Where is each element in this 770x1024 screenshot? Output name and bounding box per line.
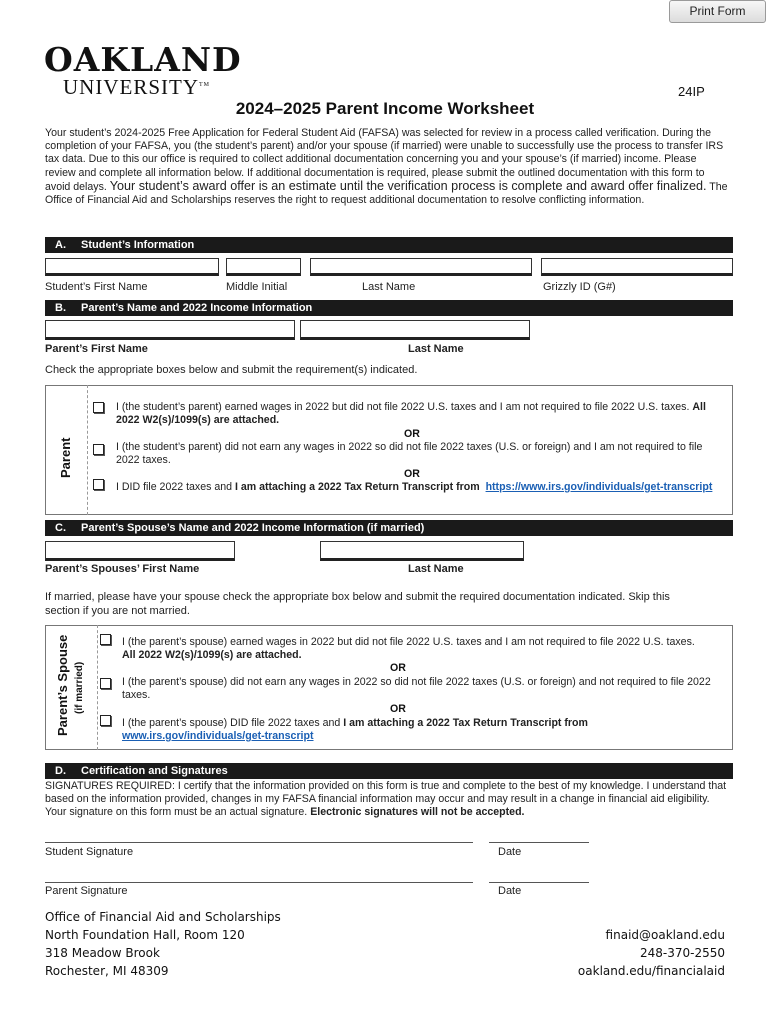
parent-date-line[interactable] — [489, 882, 589, 883]
student-date-line[interactable] — [489, 842, 589, 843]
spouse-first-name-input[interactable] — [45, 541, 235, 561]
logo-university: UNIVERSITY™ — [63, 75, 210, 99]
section-c-header: C. Parent’s Spouse’s Name and 2022 Income Information (if married) — [45, 520, 733, 536]
office-address — [45, 908, 281, 980]
student-first-name-label: Student’s First Name — [45, 281, 148, 293]
student-first-name-input[interactable] — [45, 258, 219, 276]
intro-paragraph: Your student’s 2024-2025 Free Application for Federal Student Aid (FAFSA) was selected for review in a process called verification. During the completion of your FAFSA, you (the student’s parent) and/or your spouse (if married) were unable to successfully use the process to transfer IRS tax data. Due to this our office is required to collect additional documentation concerning you and your spouse’s (if married) income. Please review and complete all information below. If additional documentation is required, please submit the outlined documentation with this form to avoid delays. Your student’s award offer is an estimate until the verification process is complete and award offer finalized. The Office of Financial Aid and Scholarships reserves the right to request additional documentation to resolve conflicting information. — [45, 127, 728, 207]
student-signature-label: Student Signature — [45, 846, 134, 858]
spouse-last-name-label: Last Name — [408, 563, 464, 575]
section-c-instruction: If married, please have your spouse check the appropriate box below and submit the required documentation indicated. Skip this section if you are not married. — [45, 591, 670, 617]
office-street: 318 Meadow Brook — [45, 946, 160, 960]
parent-option-1-text: I (the student’s parent) earned wages in 2022 but did not file 2022 U.S. taxes and I am not required to file 2022 U.S. taxes. All 2022 W2(s)/1099(s) are attached. — [116, 401, 706, 426]
page-title: 2024–2025 Parent Income Worksheet — [235, 99, 535, 118]
parent-option-1-checkbox[interactable] — [93, 402, 104, 413]
student-date-label: Date — [498, 846, 522, 858]
parent-side-label: Parent — [58, 437, 73, 478]
spouse-option-2-checkbox[interactable] — [100, 678, 111, 689]
spouse-or-2: OR — [390, 703, 406, 715]
student-middle-initial-input[interactable] — [226, 258, 301, 276]
parent-signature-label: Parent Signature — [45, 885, 128, 897]
parent-option-2-text: I (the student’s parent) did not earn any wages in 2022 so did not file 2022 taxes (U.S. or foreign) and I am not required to file 2022 taxes. — [116, 441, 703, 466]
contact-website[interactable]: oakland.edu/financialaid — [577, 964, 725, 978]
form-code: 24IP — [678, 84, 705, 99]
student-last-name-label: Last Name — [362, 281, 416, 293]
grizzly-id-input[interactable] — [541, 258, 733, 276]
parent-last-name-label: Last Name — [408, 343, 464, 355]
spouse-first-name-label: Parent’s Spouses’ First Name — [45, 563, 200, 575]
section-d-header: D. Certification and Signatures — [45, 763, 733, 779]
section-a-header: A. Student’s Information — [45, 237, 733, 253]
parent-signature-line[interactable] — [45, 882, 473, 883]
irs-transcript-link[interactable]: https://www.irs.gov/individuals/get-transcript — [485, 481, 713, 493]
parent-option-3-text: I DID file 2022 taxes and I am attaching a 2022 Tax Return Transcript from https://www.irs.gov/individuals/get-transcript — [116, 481, 713, 493]
parent-option-3-checkbox[interactable] — [93, 479, 104, 490]
middle-initial-label: Middle Initial — [226, 281, 288, 293]
parent-last-name-input[interactable] — [300, 320, 530, 340]
office-building: North Foundation Hall, Room 120 — [45, 928, 245, 942]
contact-email[interactable]: finaid@oakland.edu — [605, 928, 725, 942]
parent-first-name-label: Parent’s First Name — [45, 343, 148, 355]
office-name: Office of Financial Aid and Scholarships — [45, 910, 281, 924]
logo-oakland: OAKLAND — [44, 40, 242, 79]
spouse-option-1-text: I (the parent’s spouse) earned wages in 2022 but did not file 2022 U.S. taxes and I am not required to file 2022 U.S. taxes. All 2022 W2(s)/1099(s) are attached. — [122, 636, 695, 661]
parent-or-1: OR — [404, 428, 420, 440]
parent-or-2: OR — [404, 468, 420, 480]
spouse-irs-transcript-link[interactable]: www.irs.gov/individuals/get-transcript — [122, 730, 314, 742]
spouse-side-sublabel: (if married) — [74, 661, 85, 714]
spouse-option-3-checkbox[interactable] — [100, 715, 111, 726]
spouse-option-3-text: I (the parent’s spouse) DID file 2022 taxes and I am attaching a 2022 Tax Return Transcript from www.irs.gov/individuals/get-transcript — [122, 717, 588, 742]
print-form-button[interactable]: Print Form — [669, 0, 766, 23]
section-b-header: B. Parent’s Name and 2022 Income Information — [45, 300, 733, 316]
parent-option-2-checkbox[interactable] — [93, 444, 104, 455]
spouse-option-1-checkbox[interactable] — [100, 634, 111, 645]
parent-date-label: Date — [498, 885, 522, 897]
grizzly-id-label: Grizzly ID (G#) — [543, 281, 616, 293]
spouse-option-2-text: I (the parent’s spouse) did not earn any wages in 2022 so did not file 2022 taxes (U.S. or foreign) and not required to file 2022 taxes. — [122, 676, 711, 701]
office-contact — [578, 926, 725, 980]
spouse-last-name-input[interactable] — [320, 541, 524, 561]
certification-text: SIGNATURES REQUIRED: I certify that the information provided on this form is true and complete to the best of my knowledge. I understand that based on the information provided, changes in my FAFSA financial information may occur and may result in a change in financial aid eligibility. Your signature on this form must be an actual signature. Electronic signatures will not be accepted. — [45, 780, 727, 819]
student-signature-line[interactable] — [45, 842, 473, 843]
contact-phone: 248-370-2550 — [639, 946, 725, 960]
student-last-name-input[interactable] — [310, 258, 532, 276]
parent-first-name-input[interactable] — [45, 320, 295, 340]
section-b-instruction: Check the appropriate boxes below and submit the requirement(s) indicated. — [45, 364, 418, 376]
spouse-or-1: OR — [390, 662, 406, 674]
spouse-side-label: Parent’s Spouse — [55, 634, 70, 736]
office-city: Rochester, MI 48309 — [45, 964, 169, 978]
spouse-side-panel — [45, 625, 98, 750]
